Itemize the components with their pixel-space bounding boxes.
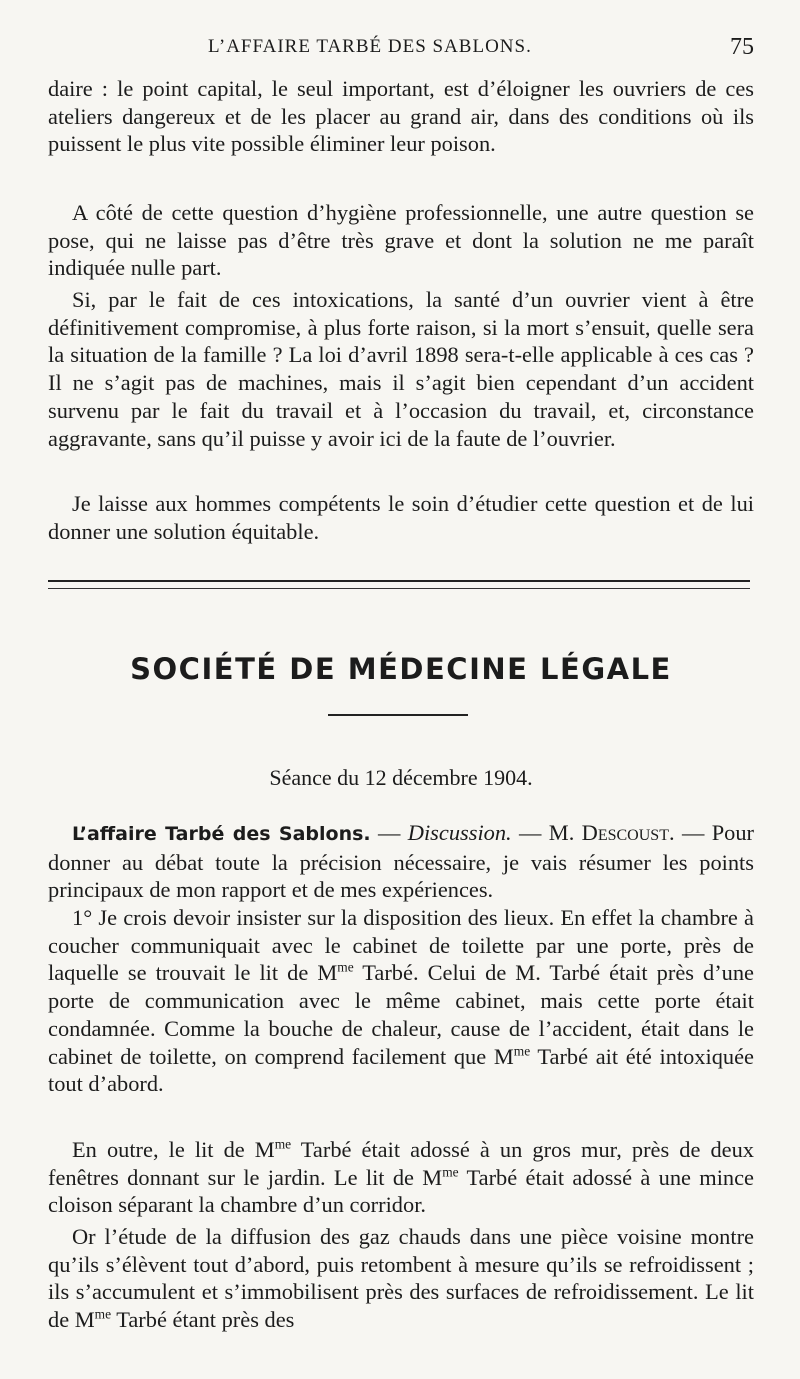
page-number: 75 [730,34,754,60]
discussion-label: Discussion. [407,820,512,845]
running-title: L’AFFAIRE TARBÉ DES SABLONS. [208,36,532,57]
section-divider-thin [48,588,750,589]
article-title: L’affaire Tarbé des Sablons. [72,823,371,845]
paragraph-hygiene: A côté de cette question d’hygiène professionnelle, une autre question se pose, qui ne laisse pas d’être très grave et dont la solution ne me paraît indiquée nulle part. [48,200,754,281]
running-header [48,36,754,66]
paragraph-continuation: daire : le point capital, le seul important, est d’éloigner les ouvriers de ces ateliers dangereux et de les placer au grand air, dans des conditions où ils puissent le plus vite possible éliminer leur poison. [48,76,754,157]
paragraph-en-outre: En outre, le lit de $M^{me}$ Tarbé était adossé à un gros mur, près de deux fenêtres donnant sur le jardin. Le lit de $M^{me}$ Tarbé était adossé à une mince cloison séparant la chambre d’un corridor. [48,1136,754,1218]
paragraph-intoxications: Si, par le fait de ces intoxications, la santé d’un ouvrier vient à être définitivement compromise, à plus forte raison, si la mort s’ensuit, quelle sera la situation de la famille ? La loi d’avril 1898 sera-t-elle applicable à ces cas ? Il ne s’agit pas de machines, mais il s’agit bien cependant d’un accident survenu par le fait du travail et à l’occasion du travail, et, circonstance aggravante, sans qu’il puisse y avoir ici de la faute de l’ouvrier. [48,287,754,451]
paragraph-conclusion: Je laisse aux hommes compétents le soin d’étudier cette question et de lui donner une solution équitable. [48,491,754,544]
paragraph-diffusion: Or l’étude de la diffusion des gaz chauds dans une pièce voisine montre qu’ils s’élèvent tout d’abord, puis retombent à mesure qu’ils se refroidissent ; ils s’accumulent et s’immobilisent près des surfaces de refroidissement. Le lit de $M^{me}$ Tarbé étant près des [48,1224,754,1333]
speaker-name: Descoust. [581,820,675,845]
session-date: Séance du 12 décembre 1904. [269,765,533,790]
section-divider-thick [48,580,750,582]
paragraph-article-opening: L’affaire Tarbé des Sablons. — Discussion. — M. Descoust. — Pour donner au débat toute la précision nécessaire, je vais résumer les points principaux de mon rapport et de mes expériences. [48,820,755,903]
title-underline [328,714,468,716]
paragraph-point-1: 1° Je crois devoir insister sur la disposition des lieux. En effet la chambre à coucher communiquait avec le cabinet de toilette par une porte, près de laquelle se trouvait le lit de $M^{me}$ Tarbé. Celui de M. Tarbé était près d’une porte de communication avec le même cabinet, mais cette porte était condamnée. Comme la bouche de chaleur, cause de l’accident, était dans le cabinet de toilette, on comprend facilement que $M^{me}$ Tarbé ait été intoxiquée tout d’abord. [48,905,754,1097]
section-title: SOCIÉTÉ DE MÉDECINE LÉGALE [130,652,672,686]
